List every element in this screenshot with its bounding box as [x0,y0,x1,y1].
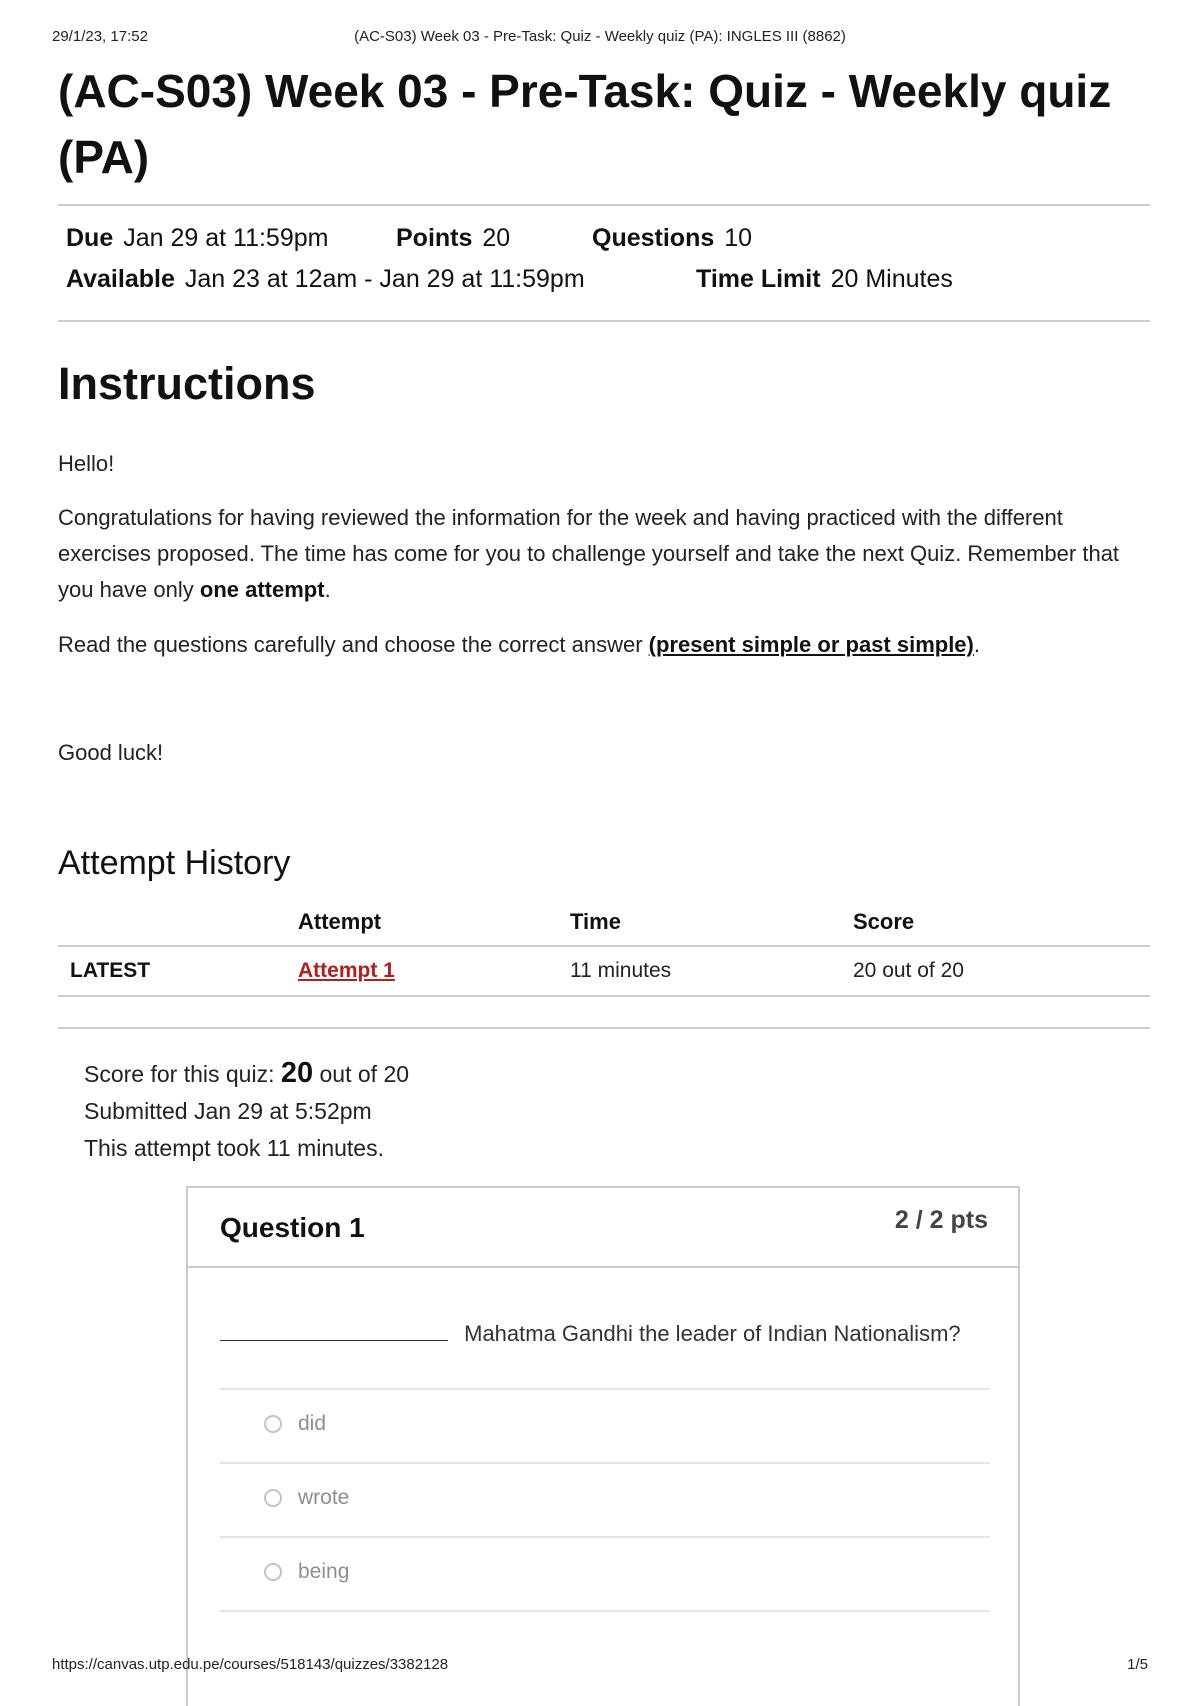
instructions-paragraph-2: Read the questions carefully and choose the correct answer (present simple or past simple). [58,632,980,657]
print-document-title: (AC-S03) Week 03 - Pre-Task: Quiz - Weekly quiz (PA): INGLES III (8862) [354,28,846,45]
answer-label: did [298,1412,327,1435]
question-points: 2 / 2 pts [894,1206,988,1234]
print-header [52,28,1148,48]
answer-option[interactable] [220,1538,990,1612]
questions-value: 10 [724,224,753,252]
submitted-time: Submitted Jan 29 at 5:52pm [84,1098,372,1124]
instructions-paragraph-1: Congratulations for having reviewed the information for the week and having practiced with the different exercises proposed. The time has come for you to challenge yourself and take the next Quiz. Remember that you have only one attempt. [58,505,1120,602]
answer-label: wrote [298,1486,350,1509]
tense-emphasis: (present simple or past simple) [648,632,974,657]
instructions-title: Instructions [58,358,316,409]
column-header-score: Score [853,899,1150,946]
questions-detail [592,224,752,253]
score-summary [58,1055,1150,1167]
page-url: https://canvas.utp.edu.pe/courses/518143/quizzes/3382128 [52,1656,449,1673]
column-header-tag [58,899,298,946]
fill-in-blank [220,1318,448,1341]
questions-label: Questions [592,224,715,252]
print-datetime: 29/1/23, 17:52 [52,28,148,45]
time-limit-label: Time Limit [696,265,821,293]
attempt-duration: This attempt took 11 minutes. [84,1135,384,1161]
radio-icon[interactable] [264,1489,282,1507]
due-value: Jan 29 at 11:59pm [123,224,329,252]
question-text: Mahatma Gandhi the leader of Indian Nationalism? [220,1316,988,1352]
radio-icon[interactable] [264,1415,282,1433]
due-detail [66,224,396,253]
table-header-row [58,899,1150,946]
answer-option[interactable] [220,1464,990,1538]
time-limit-detail [696,265,953,294]
answer-list [220,1388,990,1612]
quiz-title: (AC-S03) Week 03 - Pre-Task: Quiz - Weekly quiz (PA) [58,65,1112,183]
time-cell: 11 minutes [570,946,853,996]
print-footer [52,1656,1148,1676]
question-header [188,1188,1018,1268]
quiz-score: Score for this quiz: 20 out of 20 [84,1057,410,1089]
quiz-content [58,58,1150,1167]
score-value: 20 [280,1057,314,1089]
available-detail [66,265,696,294]
page-number: 1/5 [1127,1656,1148,1673]
instructions-body [58,446,1150,771]
attempt-history-title: Attempt History [58,844,291,882]
points-value: 20 [482,224,511,252]
points-label: Points [396,224,473,252]
answer-option[interactable] [220,1390,990,1464]
table-row [58,946,1150,996]
attempt-1-link[interactable]: Attempt 1 [298,959,395,982]
attempt-cell [298,946,570,996]
radio-icon[interactable] [264,1563,282,1581]
attempt-history-table [58,899,1150,997]
due-label: Due [66,224,114,252]
available-value: Jan 23 at 12am - Jan 29 at 11:59pm [184,265,585,293]
one-attempt-emphasis: one attempt [199,577,325,602]
latest-tag: LATEST [58,946,298,996]
points-detail [396,224,592,253]
available-label: Available [66,265,175,293]
question-1-card [186,1186,1020,1706]
greeting: Hello! [58,451,115,476]
column-header-time: Time [570,899,853,946]
time-limit-value: 20 Minutes [830,265,953,293]
score-cell: 20 out of 20 [853,946,1150,996]
answer-label: being [298,1560,350,1583]
column-header-attempt: Attempt [298,899,570,946]
divider [58,1027,1150,1029]
quiz-details [58,206,1150,320]
question-title: Question 1 [220,1212,365,1243]
divider [58,320,1150,322]
closing: Good luck! [58,740,164,765]
